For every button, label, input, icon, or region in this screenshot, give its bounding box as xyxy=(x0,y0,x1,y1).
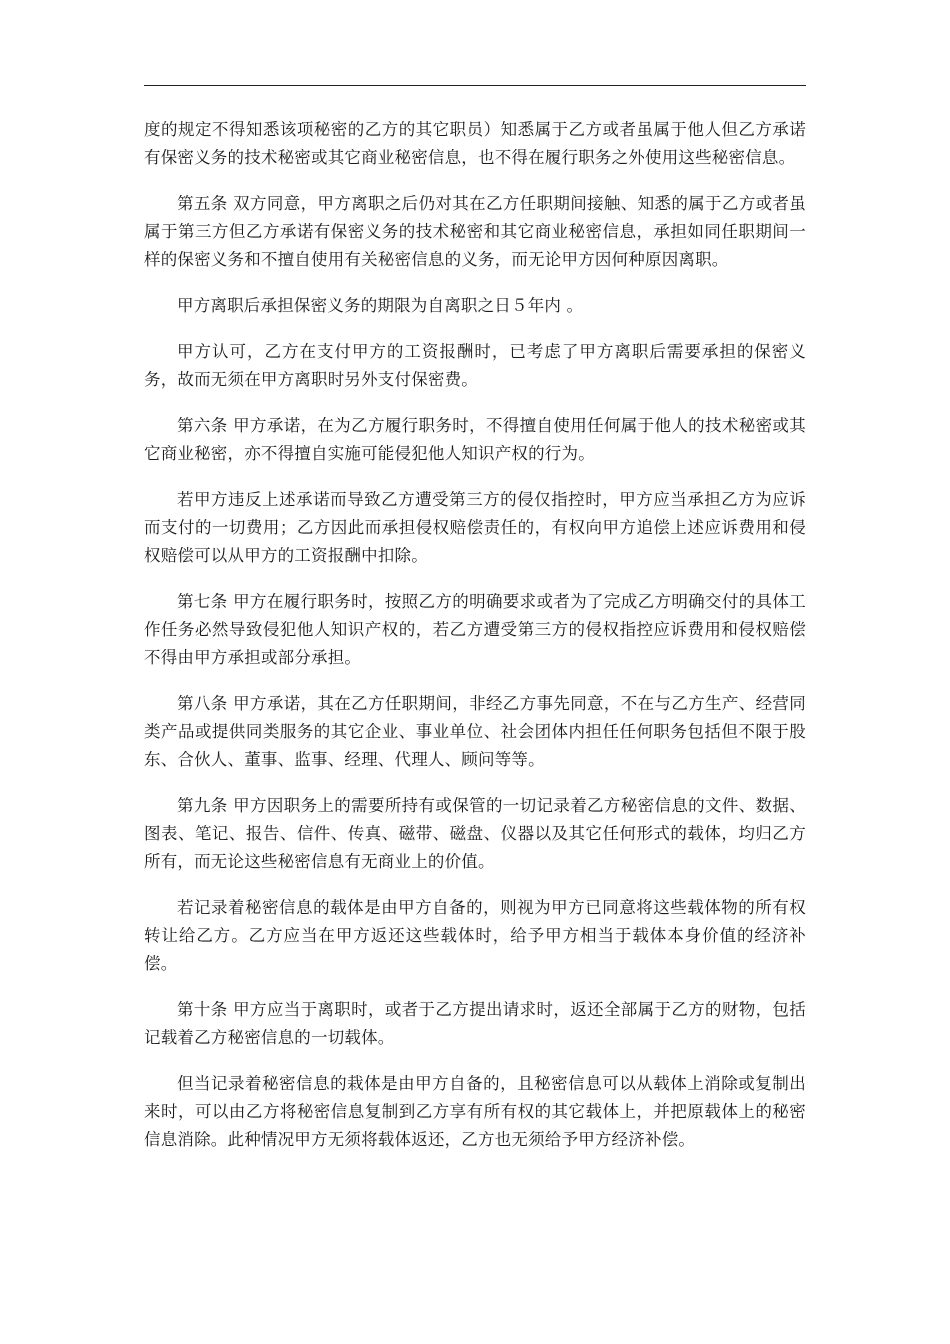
paragraph-infringement-liability: 若甲方违反上述承诺而导致乙方遭受第三方的侵仅指控时，甲方应当承担乙方为应诉而支付的一切费用；乙方因此而承担侵权赔偿责任的，有权向甲方追偿上述应诉费用和侵权赔偿可以从甲方的工资报酬中扣除。 xyxy=(144,490,806,565)
document-body xyxy=(144,116,806,1172)
paragraph-article-9: 第九条 甲方因职务上的需要所持有或保管的一切记录着乙方秘密信息的文件、数据、图表、笔记、报告、信件、传真、磁带、磁盘、仪器以及其它任何形式的载体，均归乙方所有，而无论这些秘密信息有无商业上的价值。 xyxy=(144,796,806,871)
paragraph-self-owned-carrier: 若记录着秘密信息的载体是由甲方自备的，则视为甲方已同意将这些载体物的所有权转让给乙方。乙方应当在甲方返还这些载体时，给予甲方相当于载体本身价值的经济补偿。 xyxy=(144,898,806,973)
paragraph-article-5: 第五条 双方同意，甲方离职之后仍对其在乙方任职期间接触、知悉的属于乙方或者虽属于第三方但乙方承诺有保密义务的技术秘密和其它商业秘密信息，承担如同任职期间一样的保密义务和不擅自使用有关秘密信息的义务，而无论甲方因何种原因离职。 xyxy=(144,194,806,269)
paragraph-article-8: 第八条 甲方承诺，其在乙方任职期间，非经乙方事先同意，不在与乙方生产、经营同类产品或提供同类服务的其它企业、事业单位、社会团体内担任任何职务包括但不限于股东、合伙人、董事、监事、经理、代理人、顾问等等。 xyxy=(144,694,806,769)
paragraph-confidentiality-term: 甲方离职后承担保密义务的期限为自离职之日５年内 。 xyxy=(177,296,584,315)
paragraph-article-10: 第十条 甲方应当于离职时，或者于乙方提出请求时，返还全部属于乙方的财物，包括记载着乙方秘密信息的一切载体。 xyxy=(144,1000,806,1047)
paragraph-carrier-erasure: 但当记录着秘密信息的栽体是由甲方自备的，且秘密信息可以从载体上消除或复制出来时，可以由乙方将秘密信息复制到乙方享有所有权的其它载体上，并把原载体上的秘密信息消除。此种情况甲方无须将载体返还，乙方也无须给予甲方经济补偿。 xyxy=(144,1074,806,1149)
paragraph-article-7: 第七条 甲方在履行职务时，按照乙方的明确要求或者为了完成乙方明确交付的具体工作任务必然导致侵犯他人知识产权的，若乙方遭受第三方的侵权指控应诉费用和侵权赔偿不得由甲方承担或部分承担。 xyxy=(144,592,806,667)
paragraph-article-6: 第六条 甲方承诺，在为乙方履行职务时，不得擅自使用任何属于他人的技术秘密或其它商业秘密，亦不得擅自实施可能侵犯他人知识产权的行为。 xyxy=(144,416,806,463)
header-rule xyxy=(144,85,806,86)
paragraph-confidentiality-fee: 甲方认可，乙方在支付甲方的工资报酬时，已考虑了甲方离职后需要承担的保密义务，故而无须在甲方离职时另外支付保密费。 xyxy=(144,342,806,389)
paragraph-continuation: 度的规定不得知悉该项秘密的乙方的其它职员）知悉属于乙方或者虽属于他人但乙方承诺有保密义务的技术秘密或其它商业秘密信息，也不得在履行职务之外使用这些秘密信息。 xyxy=(144,120,806,167)
